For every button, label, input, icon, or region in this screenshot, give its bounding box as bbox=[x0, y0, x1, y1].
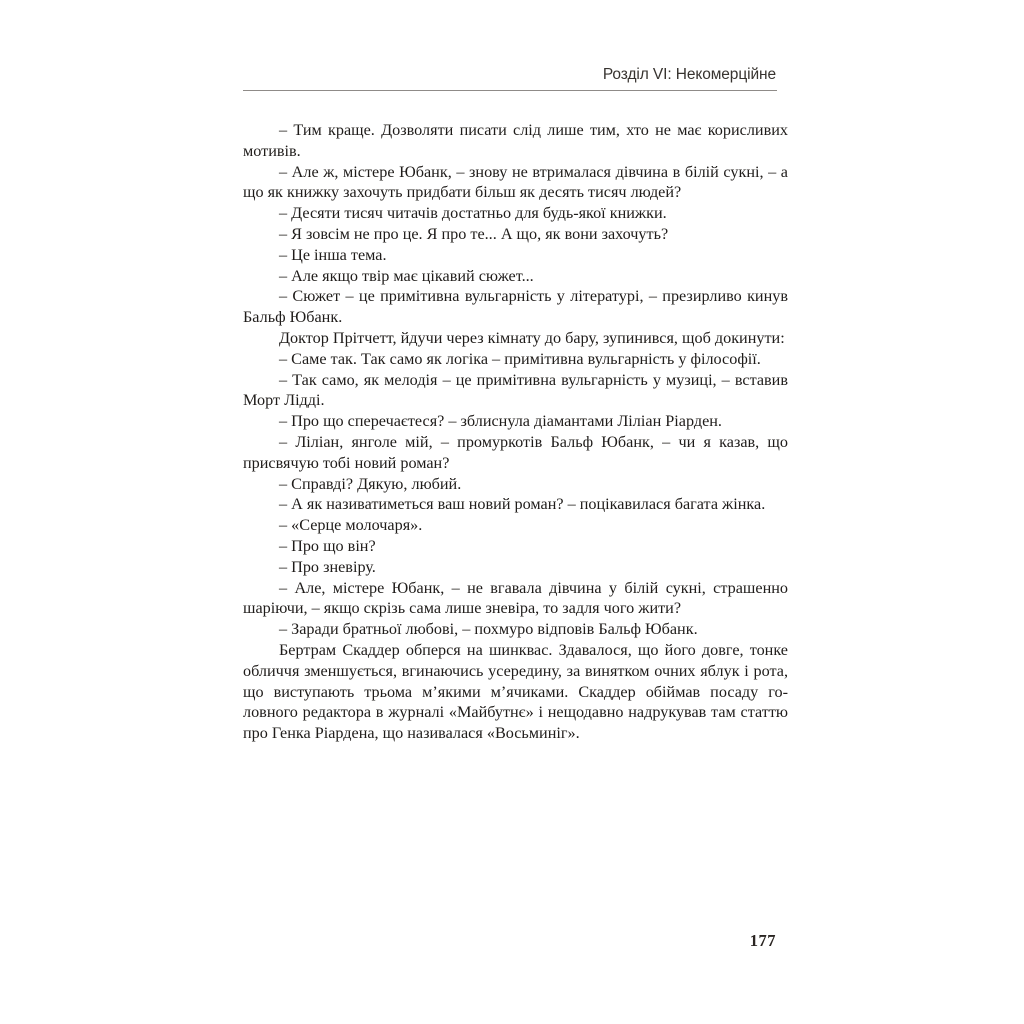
paragraph: – Заради братньої любові, – похмуро відповів Бальф Юбанк. bbox=[279, 620, 698, 639]
paragraph: – Тим краще. Дозволяти писати слід лише тим, хто не має корисливих мотивів. bbox=[243, 121, 788, 160]
paragraph: Бертрам Скаддер обперся на шинквас. Здавалося, що його довге, тонке обличчя зменшується, вгинаючись усередину, за винятком очних яблук і рота, що виступають трьома м’якими м’ячиками. Скаддер обіймав посаду головного редактора в журналі «Майбутнє» і нещодавно надрукував там статтю про Генка Ріардена, що називалася «Восьминіг». bbox=[243, 640, 788, 743]
paragraph: – А як називатиметься ваш новий роман? – поцікавилася багата жінка. bbox=[279, 495, 766, 514]
paragraph: – Але ж, містере Юбанк, – знову не втрималася дівчина в білій сукні, – а що як книжку захочуть придбати більш як десять тисяч людей? bbox=[243, 162, 788, 202]
page-number: 177 bbox=[749, 931, 776, 950]
paragraph: – Я зовсім не про це. Я про те... А що, як вони захочуть? bbox=[279, 224, 669, 243]
paragraph: – Про що сперечаєтеся? – зблиснула діамантами Ліліан Ріарден. bbox=[279, 412, 722, 431]
paragraph: – Так само, як мелодія – це примітивна вульгарність у музиці, – вставив Морт Лідді. bbox=[243, 370, 788, 410]
paragraph: – Але, містере Юбанк, – не вгавала дівчина у білій сукні, страшенно шаріючи, – якщо скрізь сама лише зневіра, то задля чого жити? bbox=[243, 578, 788, 618]
paragraph: – Ліліан, янголе мій, – промуркотів Бальф Юбанк, – чи я казав, що присвячую тобі новий роман? bbox=[243, 432, 788, 472]
header-rule bbox=[243, 90, 777, 91]
body-text bbox=[243, 120, 788, 744]
running-header bbox=[243, 66, 776, 84]
paragraph: – Про зневіру. bbox=[279, 557, 376, 576]
paragraph: – Але якщо твір має цікавий сюжет... bbox=[279, 266, 534, 285]
paragraph: – Десяти тисяч читачів достатньо для будь-якої книжки. bbox=[279, 204, 667, 223]
chapter-title: Розділ VI: Некомерційне bbox=[602, 66, 776, 83]
paragraph: – Справді? Дякую, любий. bbox=[279, 474, 462, 493]
paragraph: – Це інша тема. bbox=[279, 245, 387, 264]
paragraph: – «Серце молочаря». bbox=[279, 516, 423, 535]
paragraph: Доктор Прітчетт, йдучи через кімнату до бару, зупинився, щоб докинути: bbox=[279, 328, 785, 347]
paragraph: – Сюжет – це примітивна вульгарність у літературі, – презирливо кинув Бальф Юбанк. bbox=[243, 287, 788, 327]
paragraph: – Про що він? bbox=[279, 536, 376, 555]
paragraph: – Саме так. Так само як логіка – примітивна вульгарність у філософії. bbox=[279, 349, 761, 368]
